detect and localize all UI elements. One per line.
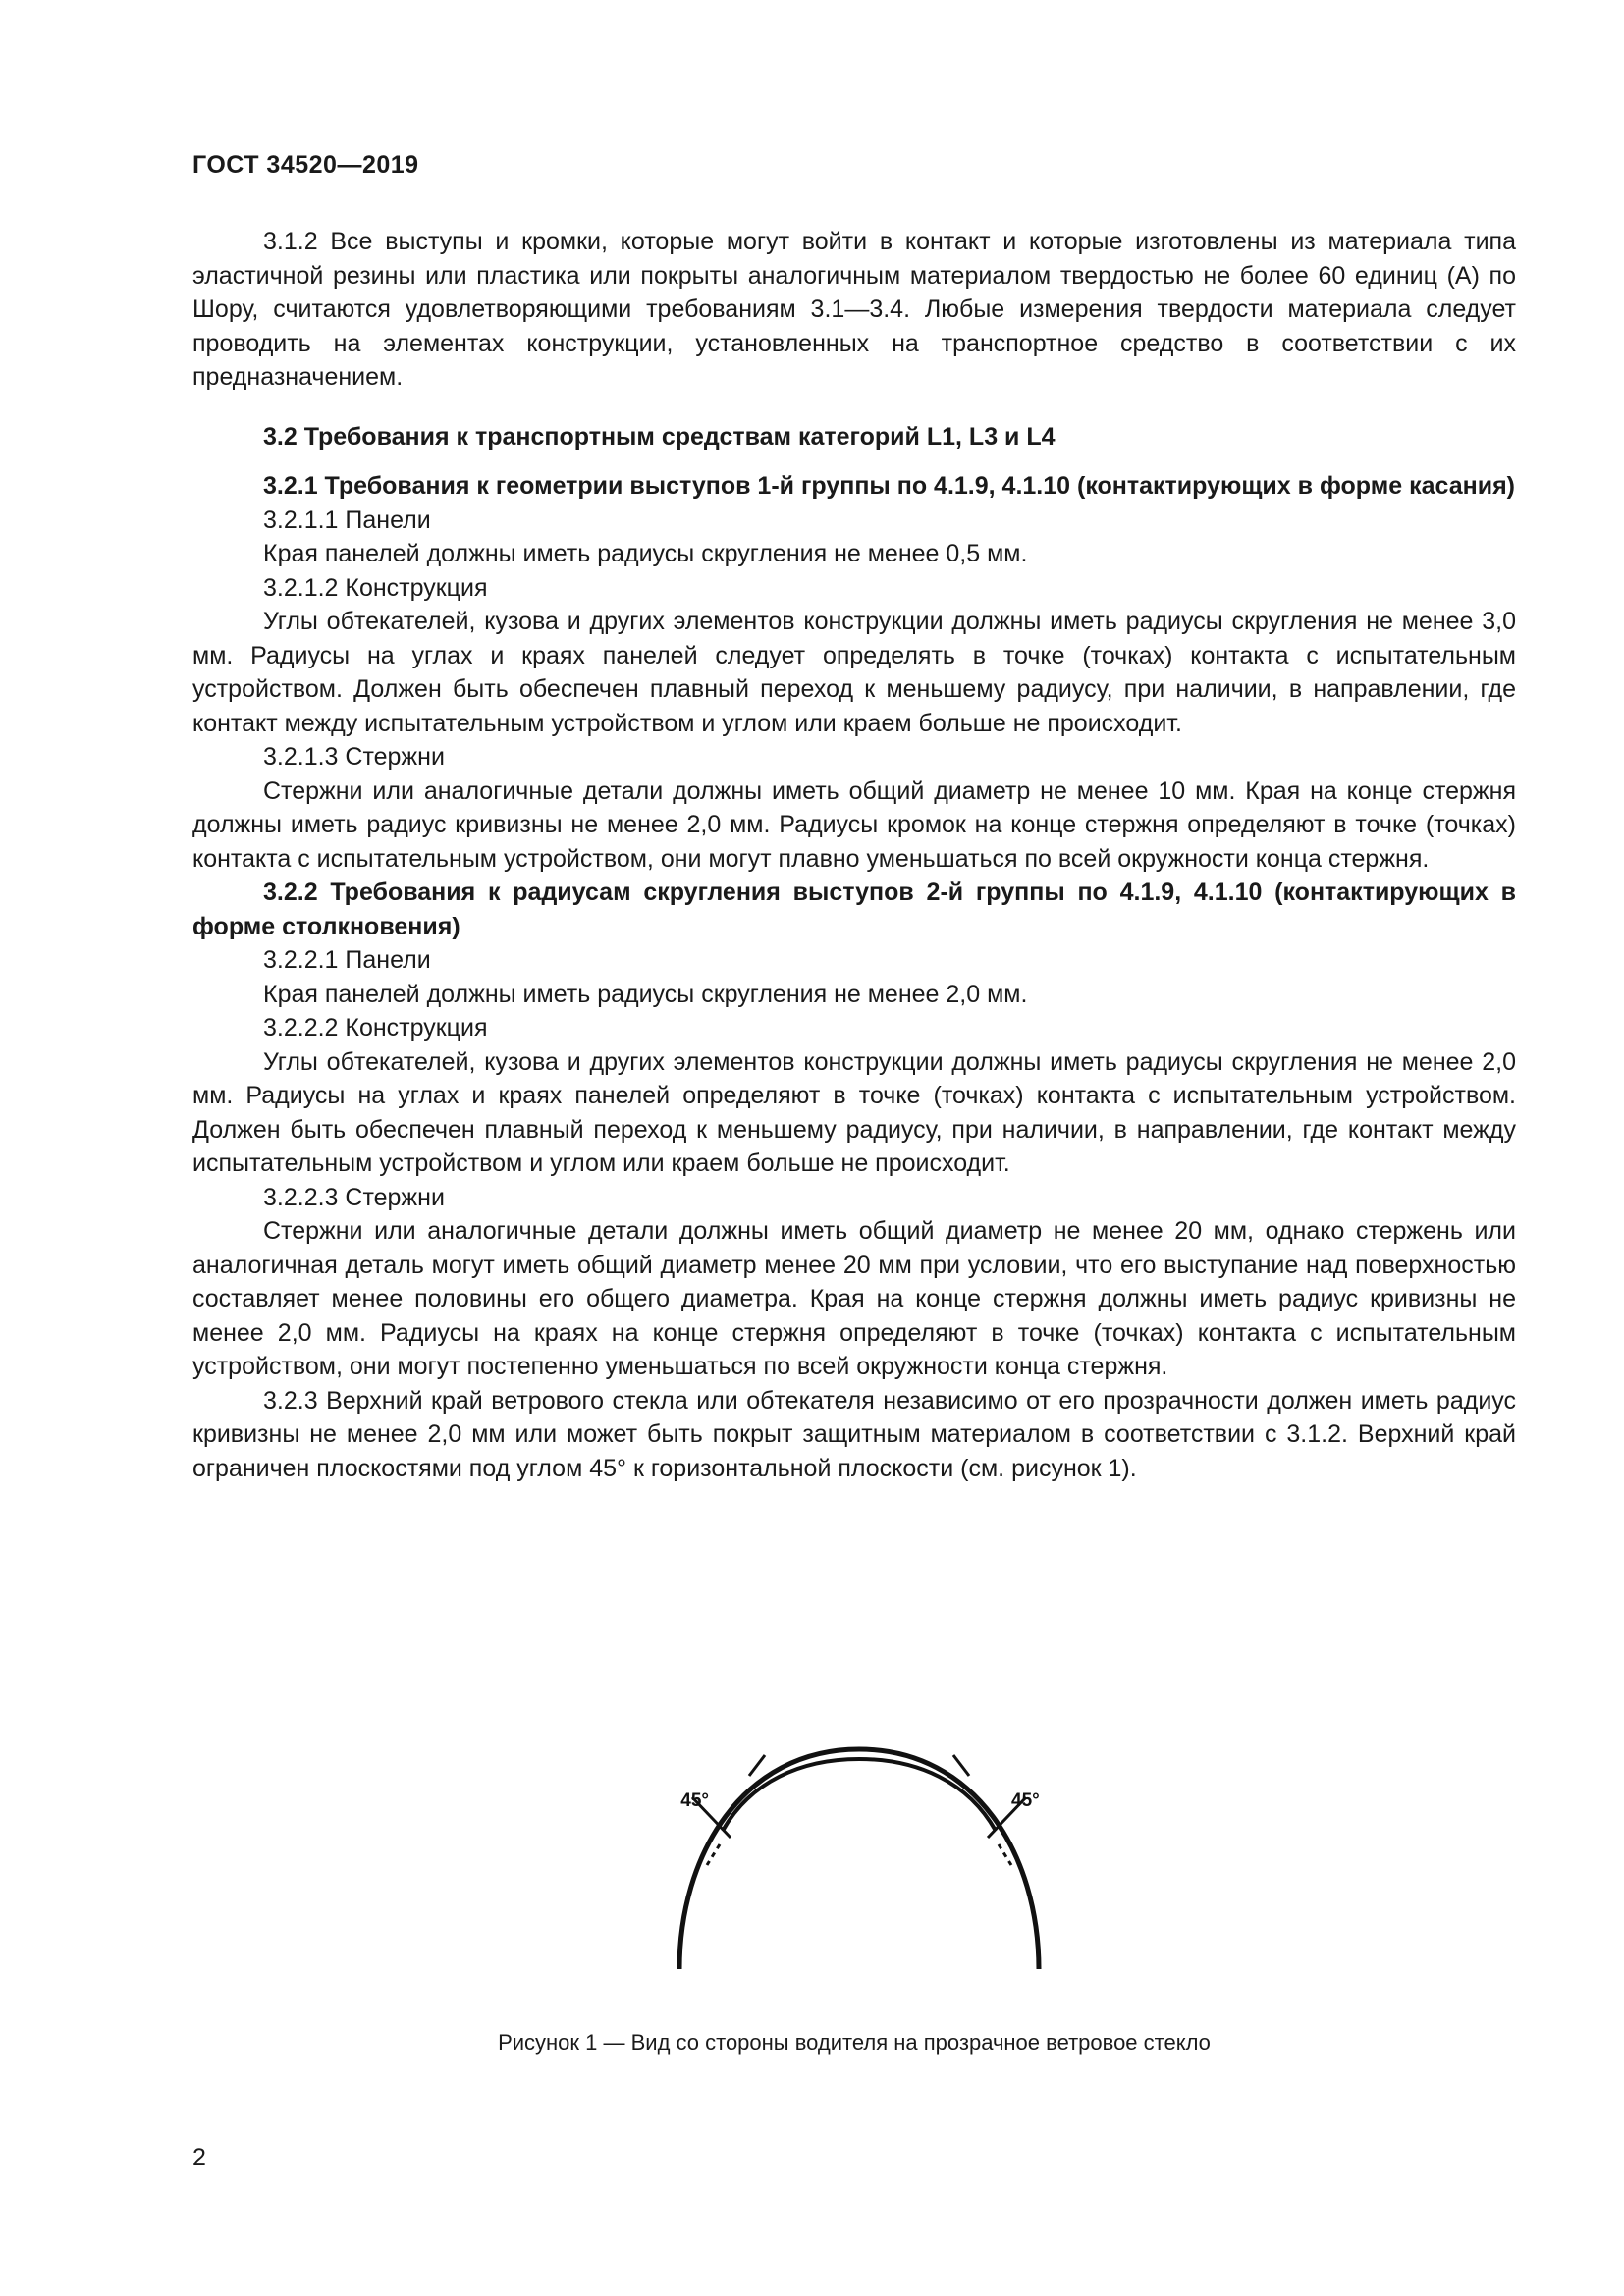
paragraph-3-1-2: 3.1.2 Все выступы и кромки, которые могут войти в контакт и которые изготовлены из материала типа эластичной резины или пластика или покрыты аналогичным материалом твердостью не более 60 единиц (А) по Шору, считаются удовлетворяющими требованиям 3.1—3.4. Любые измерения твердости материала следует проводить на элементах конструкции, установленных на транспортное средство в соответствии с их предназначением. [192, 228, 1516, 391]
windshield-inner-edge [723, 1759, 996, 1831]
subsection-heading-3-2-1: 3.2.1 Требования к геометрии выступов 1-й группы по 4.1.9, 4.1.10 (контактирующих в форме касания) [263, 472, 1515, 500]
page-number: 2 [192, 2144, 206, 2171]
left-45-dash-upper [749, 1755, 765, 1776]
windshield-outer-edge [679, 1749, 1039, 1969]
paragraph-3-2-2-3: Стержни или аналогичные детали должны иметь общий диаметр не менее 20 мм, однако стержень или аналогичная деталь могут иметь общий диаметр менее 20 мм при условии, что его выступание над поверхностью составляет менее половины его общего диаметра. Края на конце стержня должны иметь радиус кривизны не менее 2,0 мм. Радиусы на краях на конце стержня определяют в точке (точках) контакта с испытательным устройством, они могут постепенно уменьшаться по всей окружности конца стержня. [192, 1217, 1516, 1380]
clause-heading-3-2-1-2: 3.2.1.2 Конструкция [263, 573, 488, 602]
right-angle-label: 45° [1011, 1790, 1040, 1811]
clause-heading-3-2-1-3: 3.2.1.3 Стержни [263, 743, 445, 771]
paragraph-3-2-1-2: Углы обтекателей, кузова и других элементов конструкции должны иметь радиусы скругления не менее 3,0 мм. Радиусы на углах и краях панелей следует определять в точке (точках) контакта с испытательным устройством. Должен быть обеспечен плавный переход к меньшему радиусу, при наличии, в направлении, где контакт между испытательным устройством и углом или краем больше не происходит. [192, 608, 1516, 737]
figure-1 [192, 1728, 1516, 1973]
clause-heading-3-2-2-3: 3.2.2.3 Стержни [263, 1183, 445, 1211]
paragraph-3-2-2-1: Края панелей должны иметь радиусы скругления не менее 2,0 мм. [263, 980, 1028, 1008]
paragraph-3-2-3: 3.2.3 Верхний край ветрового стекла или обтекателя независимо от его прозрачности должен иметь радиус кривизны не менее 2,0 мм или может быть покрыт защитным материалом в соответствии с 3.1.2. Верхний край ограничен плоскостями под углом 45° к горизонтальной плоскости (см. рисунок 1). [192, 1386, 1516, 1482]
windshield-diagram [192, 1728, 1516, 1973]
right-45-dash-upper [953, 1755, 969, 1776]
document-code-header: ГОСТ 34520—2019 [192, 151, 419, 179]
paragraph-3-2-2-2: Углы обтекателей, кузова и других элементов конструкции должны иметь радиусы скругления не менее 2,0 мм. Радиусы на углах и краях панелей определяют в точке (точках) контакта с испытательным устройством. Должен быть обеспечен плавный переход к меньшему радиусу, при наличии, в направлении, где контакт между испытательным устройством и углом или краем больше не происходит. [192, 1047, 1516, 1177]
clause-heading-3-2-1-1: 3.2.1.1 Панели [263, 506, 431, 534]
subsection-heading-3-2-2: 3.2.2 Требования к радиусам скругления выступов 2-й группы по 4.1.9, 4.1.10 (контактирующих в форме столкновения) [192, 879, 1516, 940]
clause-heading-3-2-2-1: 3.2.2.1 Панели [263, 946, 431, 974]
document-body [192, 225, 1516, 1485]
paragraph-3-2-1-3: Стержни или аналогичные детали должны иметь общий диаметр не менее 10 мм. Края на конце стержня должны иметь радиус кривизны не менее 2,0 мм. Радиусы кромок на конце стержня определяют в точке (точках) контакта с испытательным устройством, они могут плавно уменьшаться по всей окружности конца стержня. [192, 776, 1516, 873]
paragraph-3-2-1-1: Края панелей должны иметь радиусы скругления не менее 0,5 мм. [263, 540, 1028, 567]
left-angle-label: 45° [680, 1790, 709, 1811]
clause-heading-3-2-2-2: 3.2.2.2 Конструкция [263, 1014, 488, 1041]
section-heading-3-2: 3.2 Требования к транспортным средствам категорий L1, L3 и L4 [263, 422, 1056, 451]
figure-caption: Рисунок 1 — Вид со стороны водителя на прозрачное ветровое стекло [498, 2030, 1211, 2055]
